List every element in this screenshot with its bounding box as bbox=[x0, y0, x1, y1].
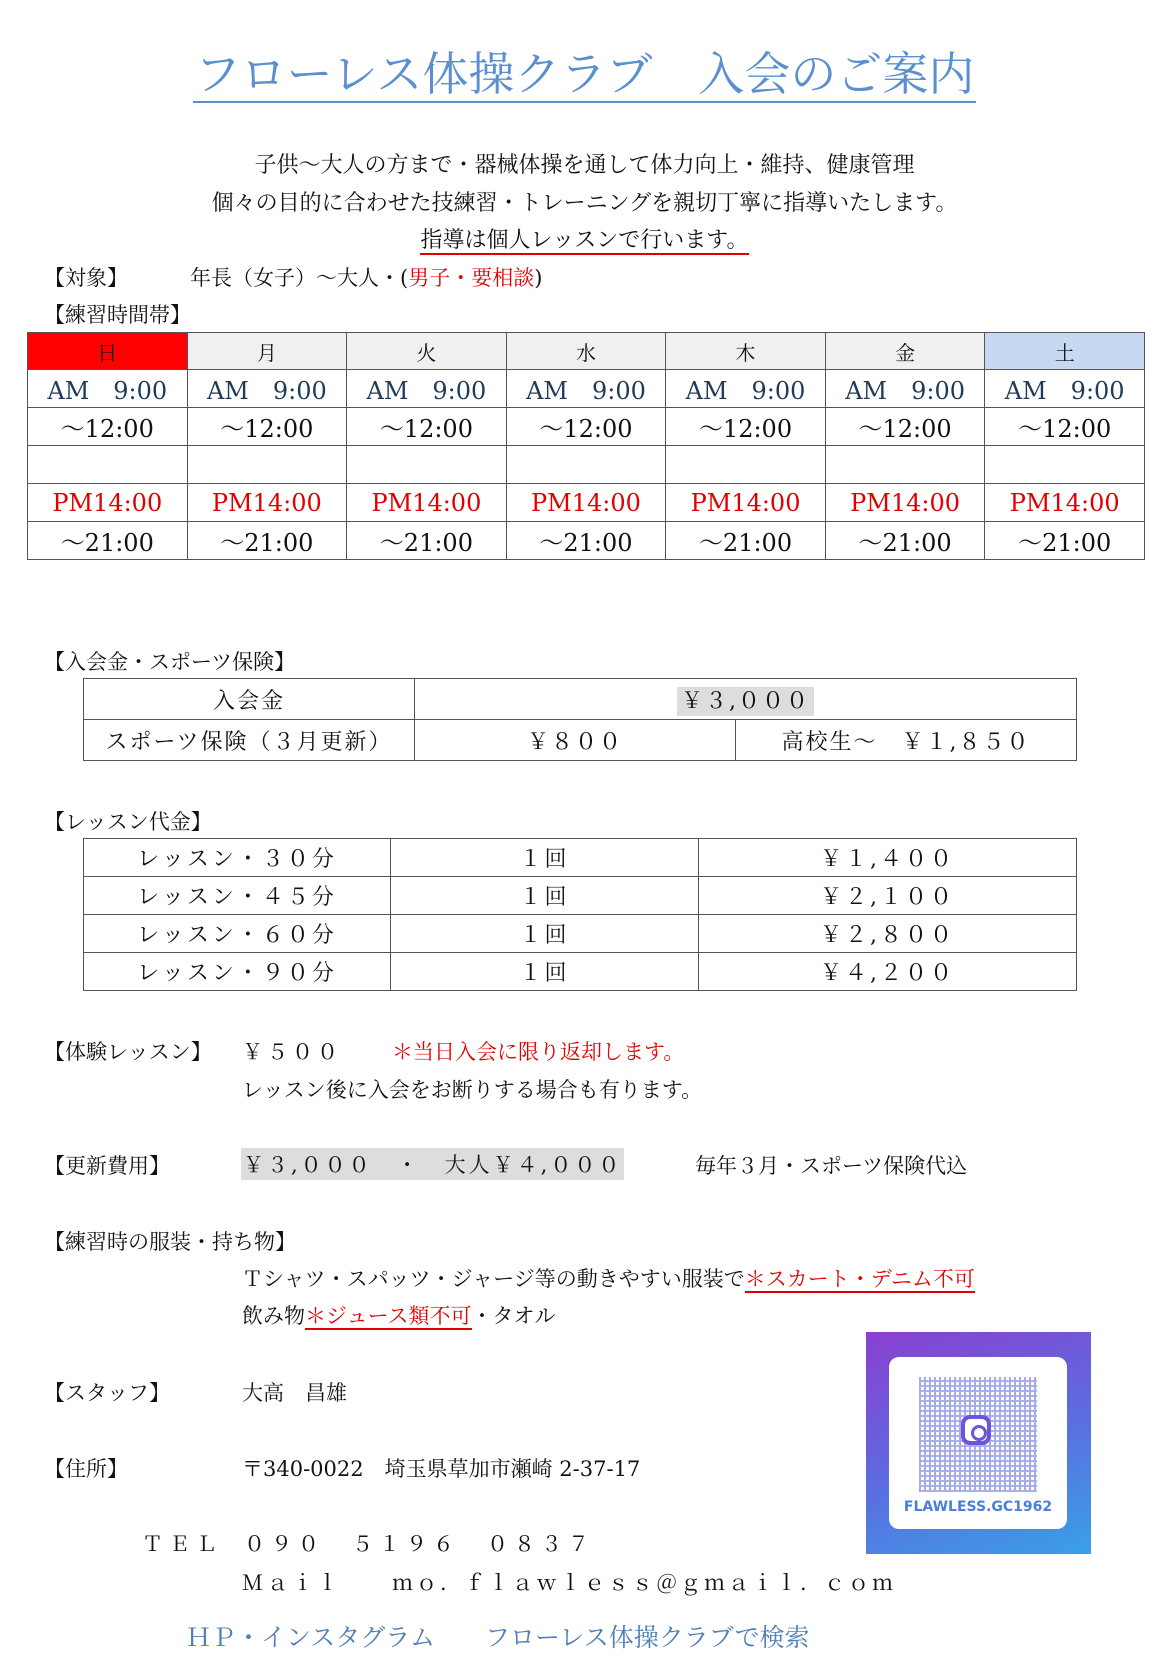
day-header: 金 bbox=[825, 333, 985, 370]
schedule-cell: ～12:00 bbox=[825, 408, 985, 446]
footer-search-text: ＨＰ・インスタグラム フローレス体操クラブで検索 bbox=[186, 1623, 810, 1652]
schedule-row bbox=[28, 522, 1145, 560]
schedule-cell: PM14:00 bbox=[506, 484, 666, 522]
clothing-line-2: 飲み物＊ジュース類不可・タオル bbox=[242, 1304, 556, 1328]
lesson-count: １回 bbox=[391, 953, 699, 991]
day-header: 土 bbox=[985, 333, 1145, 370]
schedule-cell: PM14:00 bbox=[28, 484, 188, 522]
table-row bbox=[84, 679, 1077, 720]
mail-address[interactable]: ｍｏ．ｆｌａｗｌｅｓｓ＠ｇｍａｉｌ．ｃｏｍ bbox=[392, 1571, 896, 1595]
fee-name: 入会金 bbox=[84, 679, 415, 720]
schedule-cell bbox=[666, 446, 826, 484]
fees-label: 【入会金・スポーツ保険】 bbox=[44, 650, 296, 674]
schedule-cell: AM 9:00 bbox=[666, 370, 826, 408]
fees-table bbox=[83, 678, 1077, 761]
table-row bbox=[84, 720, 1077, 761]
clothing-label: 【練習時の服装・持ち物】 bbox=[44, 1230, 296, 1254]
renewal-note: 毎年３月・スポーツ保険代込 bbox=[695, 1154, 968, 1178]
schedule-cell: ～12:00 bbox=[985, 408, 1145, 446]
lesson-count: １回 bbox=[391, 915, 699, 953]
schedule-cell: PM14:00 bbox=[187, 484, 347, 522]
address-text: 〒340-0022 埼玉県草加市瀬崎 2-37-17 bbox=[242, 1457, 641, 1481]
address-label: 【住所】 bbox=[44, 1457, 128, 1481]
instagram-icon bbox=[961, 1415, 991, 1445]
qr-card bbox=[889, 1357, 1067, 1529]
schedule-row bbox=[28, 408, 1145, 446]
schedule-cell: ～21:00 bbox=[666, 522, 826, 560]
trial-note-2: レッスン後に入会をお断りする場合も有ります。 bbox=[242, 1078, 703, 1102]
schedule-cell: AM 9:00 bbox=[985, 370, 1145, 408]
table-row bbox=[84, 877, 1077, 915]
schedule-cell: ～12:00 bbox=[187, 408, 347, 446]
lesson-name: レッスン・６０分 bbox=[84, 915, 391, 953]
lesson-count: １回 bbox=[391, 839, 699, 877]
lesson-name: レッスン・９０分 bbox=[84, 953, 391, 991]
schedule-cell: PM14:00 bbox=[825, 484, 985, 522]
lessons-table bbox=[83, 838, 1077, 991]
schedule-cell: PM14:00 bbox=[347, 484, 507, 522]
table-row bbox=[84, 915, 1077, 953]
day-header: 日 bbox=[28, 333, 188, 370]
day-header: 月 bbox=[187, 333, 347, 370]
schedule-cell: ～12:00 bbox=[666, 408, 826, 446]
schedule-cell bbox=[347, 446, 507, 484]
lesson-price: ￥２,１００ bbox=[699, 877, 1077, 915]
schedule-cell: ～21:00 bbox=[28, 522, 188, 560]
lesson-name: レッスン・４５分 bbox=[84, 877, 391, 915]
schedule-cell: ～12:00 bbox=[28, 408, 188, 446]
intro-line-3: 指導は個人レッスンで行います。 bbox=[420, 228, 749, 253]
lesson-name: レッスン・３０分 bbox=[84, 839, 391, 877]
lesson-price: ￥２,８００ bbox=[699, 915, 1077, 953]
day-header: 水 bbox=[506, 333, 666, 370]
intro-line-2: 個々の目的に合わせた技練習・トレーニングを親切丁寧に指導いたします。 bbox=[211, 191, 958, 216]
staff-name: 大高 昌雄 bbox=[242, 1381, 347, 1405]
schedule-cell: ～21:00 bbox=[985, 522, 1145, 560]
staff-label: 【スタッフ】 bbox=[44, 1381, 170, 1405]
page-title: フローレス体操クラブ 入会のご案内 bbox=[194, 47, 975, 101]
schedule-cell bbox=[825, 446, 985, 484]
schedule-cell: AM 9:00 bbox=[347, 370, 507, 408]
trial-note: ＊当日入会に限り返却します。 bbox=[392, 1040, 685, 1064]
schedule-cell: ～21:00 bbox=[347, 522, 507, 560]
schedule-table bbox=[27, 332, 1145, 560]
target-text: 年長（女子）～大人・(男子・要相談) bbox=[190, 266, 543, 290]
day-header: 火 bbox=[347, 333, 507, 370]
tel-number: ０９０ ５１９６ ０８３７ bbox=[244, 1532, 595, 1556]
schedule-label: 【練習時間帯】 bbox=[44, 303, 191, 327]
schedule-cell: ～21:00 bbox=[506, 522, 666, 560]
qr-handle: FLAWLESS.GC1962 bbox=[903, 1499, 1053, 1515]
schedule-cell: AM 9:00 bbox=[187, 370, 347, 408]
fee-value: ￥３,０００ bbox=[415, 679, 1077, 720]
schedule-cell: AM 9:00 bbox=[28, 370, 188, 408]
clothing-line-1: Ｔシャツ・スパッツ・ジャージ等の動きやすい服装で＊スカート・デニム不可 bbox=[242, 1267, 975, 1291]
schedule-cell bbox=[985, 446, 1145, 484]
schedule-cell: ～12:00 bbox=[506, 408, 666, 446]
schedule-cell: ～21:00 bbox=[825, 522, 985, 560]
lesson-count: １回 bbox=[391, 877, 699, 915]
schedule-cell: AM 9:00 bbox=[825, 370, 985, 408]
table-row bbox=[84, 953, 1077, 991]
fee-value-highschool: 高校生～ ￥１,８５０ bbox=[736, 720, 1077, 761]
intro-line-1: 子供～大人の方まで・器械体操を通して体力向上・維持、健康管理 bbox=[254, 153, 915, 178]
lesson-price: ￥４,２００ bbox=[699, 953, 1077, 991]
trial-price: ￥５００ bbox=[242, 1040, 342, 1064]
schedule-header-row bbox=[28, 333, 1145, 370]
schedule-cell: PM14:00 bbox=[985, 484, 1145, 522]
schedule-cell bbox=[28, 446, 188, 484]
lesson-price: ￥１,４００ bbox=[699, 839, 1077, 877]
trial-label: 【体験レッスン】 bbox=[44, 1040, 212, 1064]
renewal-price: ￥３,０００ ・ 大人￥４,０００ bbox=[241, 1148, 624, 1180]
mail-label: Ｍａｉｌ bbox=[242, 1571, 342, 1595]
tel-label: ＴＥＬ bbox=[142, 1532, 223, 1556]
schedule-row bbox=[28, 484, 1145, 522]
schedule-row bbox=[28, 370, 1145, 408]
instagram-qr-code[interactable] bbox=[866, 1332, 1091, 1554]
schedule-cell: ～12:00 bbox=[347, 408, 507, 446]
renewal-label: 【更新費用】 bbox=[44, 1154, 170, 1178]
schedule-row bbox=[28, 446, 1145, 484]
lessons-label: 【レッスン代金】 bbox=[44, 810, 212, 834]
schedule-cell: PM14:00 bbox=[666, 484, 826, 522]
target-label: 【対象】 bbox=[44, 266, 128, 290]
schedule-cell bbox=[187, 446, 347, 484]
table-row bbox=[84, 839, 1077, 877]
fee-name: スポーツ保険（３月更新） bbox=[84, 720, 415, 761]
fee-value: ￥８００ bbox=[415, 720, 736, 761]
schedule-cell: ～21:00 bbox=[187, 522, 347, 560]
schedule-cell bbox=[506, 446, 666, 484]
schedule-cell: AM 9:00 bbox=[506, 370, 666, 408]
day-header: 木 bbox=[666, 333, 826, 370]
